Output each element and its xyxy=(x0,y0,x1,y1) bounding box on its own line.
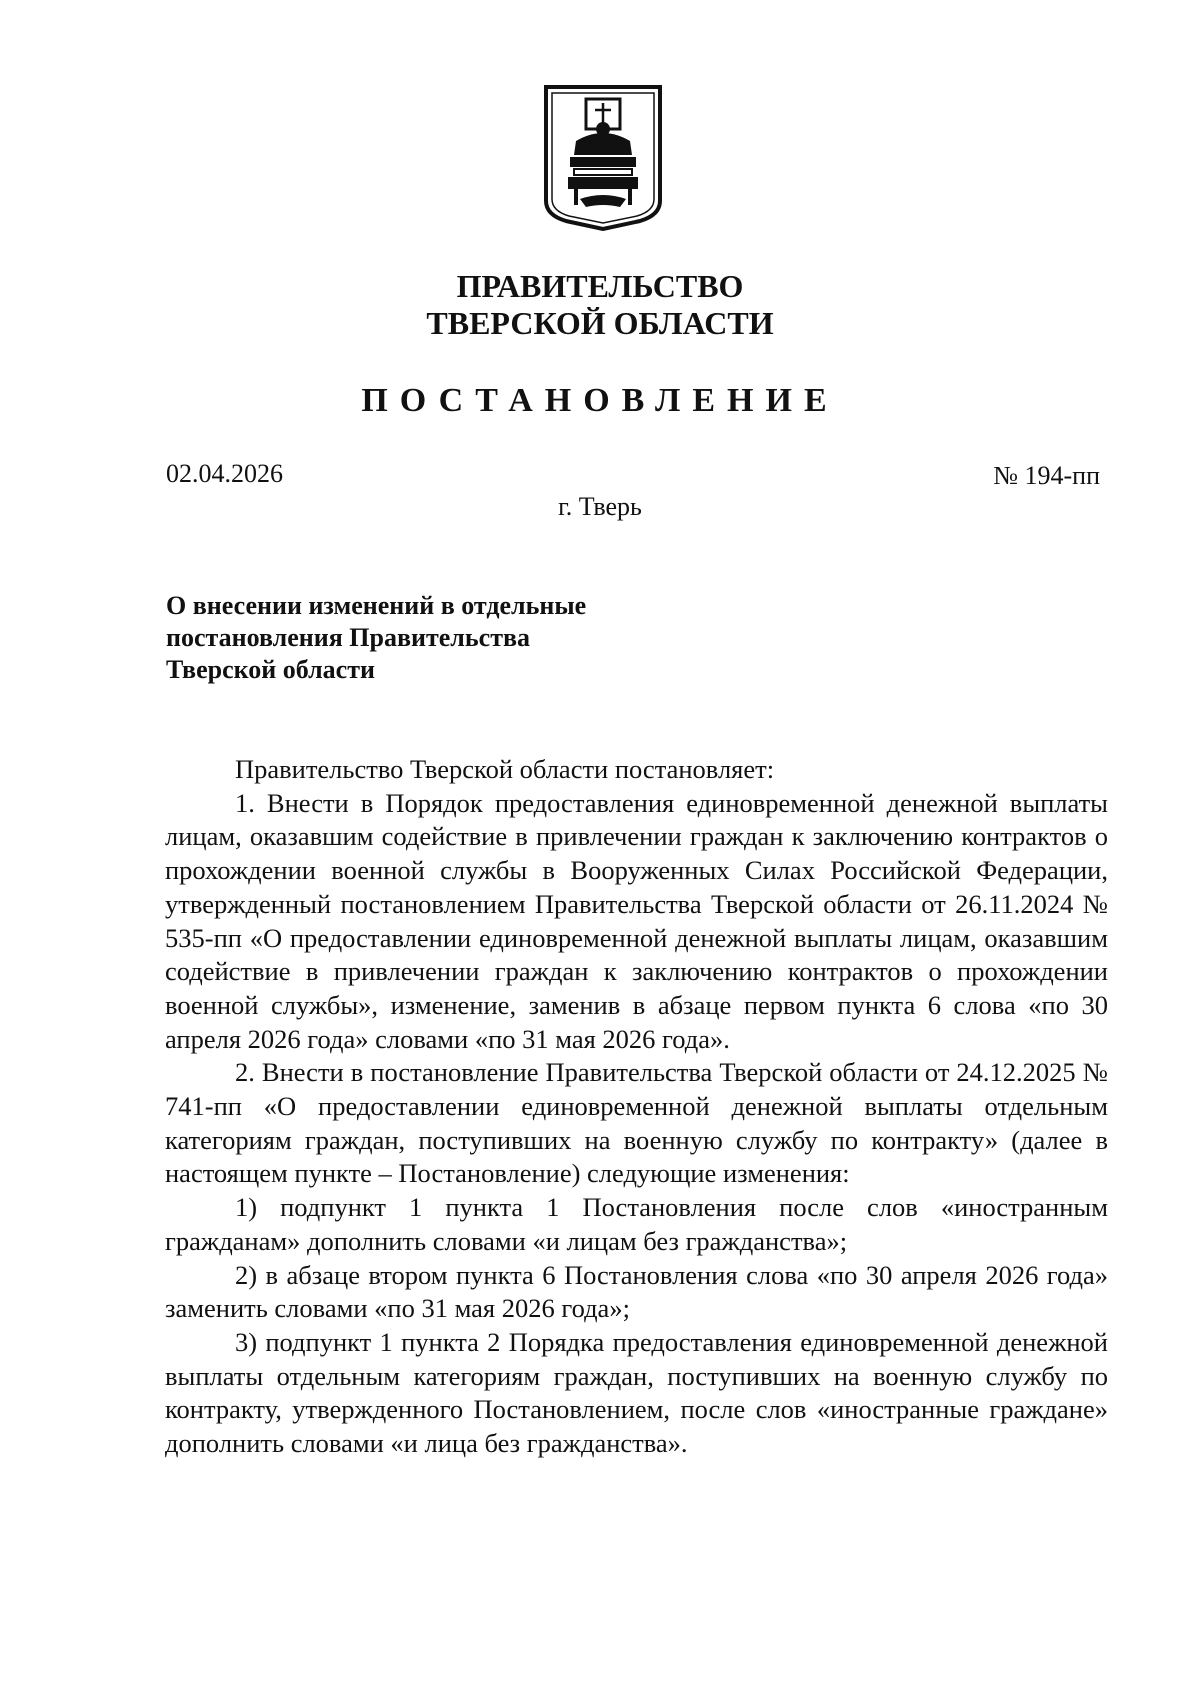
document-city: г. Тверь xyxy=(558,492,642,521)
subject-line2: постановления Правительства xyxy=(166,623,530,652)
body-preamble: Правительство Тверской области постановляет: xyxy=(235,754,775,784)
government-title xyxy=(0,268,1200,342)
document-type: ПОСТАНОВЛЕНИЕ xyxy=(361,382,839,419)
document-body xyxy=(165,753,1108,1461)
document-date: 02.04.2026 xyxy=(166,459,283,488)
government-title-line2: ТВЕРСКОЙ ОБЛАСТИ xyxy=(426,305,774,341)
document-number: № 194-пп xyxy=(993,461,1100,490)
subject-line1: О внесении изменений в отдельные xyxy=(166,591,587,620)
body-item-2-sub-1: 1) подпункт 1 пункта 1 Постановления после слов «иностранным гражданам» дополнить словами «и лицам без гражданства»; xyxy=(165,1192,1108,1256)
body-item-2: 2. Внести в постановление Правительства Тверской области от 24.12.2025 № 741-пп «О предоставлении единовременной денежной выплаты отдельным категориям граждан, поступивших на военную службу по контракту» (далее в настоящем пункте – Постановление) следующие изменения: xyxy=(165,1057,1108,1189)
coat-of-arms-emblem xyxy=(540,83,666,231)
body-item-2-sub-3: 3) подпункт 1 пункта 2 Порядка предоставления единовременной денежной выплаты отдельным категориям граждан, поступивших на военную службу по контракту, утвержденного Постановлением, после слов «иностранные граждане» дополнить словами «и лица без гражданства». xyxy=(165,1326,1108,1459)
government-title-line1: ПРАВИТЕЛЬСТВО xyxy=(456,268,744,304)
body-item-2-sub-2: 2) в абзаце втором пункта 6 Постановления слова «по 30 апреля 2026 года» заменить словами «по 31 мая 2026 года»; xyxy=(165,1259,1108,1324)
document-subject xyxy=(166,590,726,686)
subject-line3: Тверской области xyxy=(166,655,375,684)
body-item-1: 1. Внести в Порядок предоставления единовременной денежной выплаты лицам, оказавшим содействие в привлечении граждан к заключению контрактов о прохождении военной службы в Вооруженных Силах Российской Федерации, утвержденный постановлением Правительства Тверской области от 26.11.2024 № 535-пп «О предоставлении единовременной денежной выплаты лицам, оказавшим содействие в привлечении граждан к заключению контрактов о прохождении военной службы», изменение, заменив в абзаце первом пункта 6 слова «по 30 апреля 2026 года» словами «по 31 мая 2026 года». xyxy=(165,787,1108,1054)
